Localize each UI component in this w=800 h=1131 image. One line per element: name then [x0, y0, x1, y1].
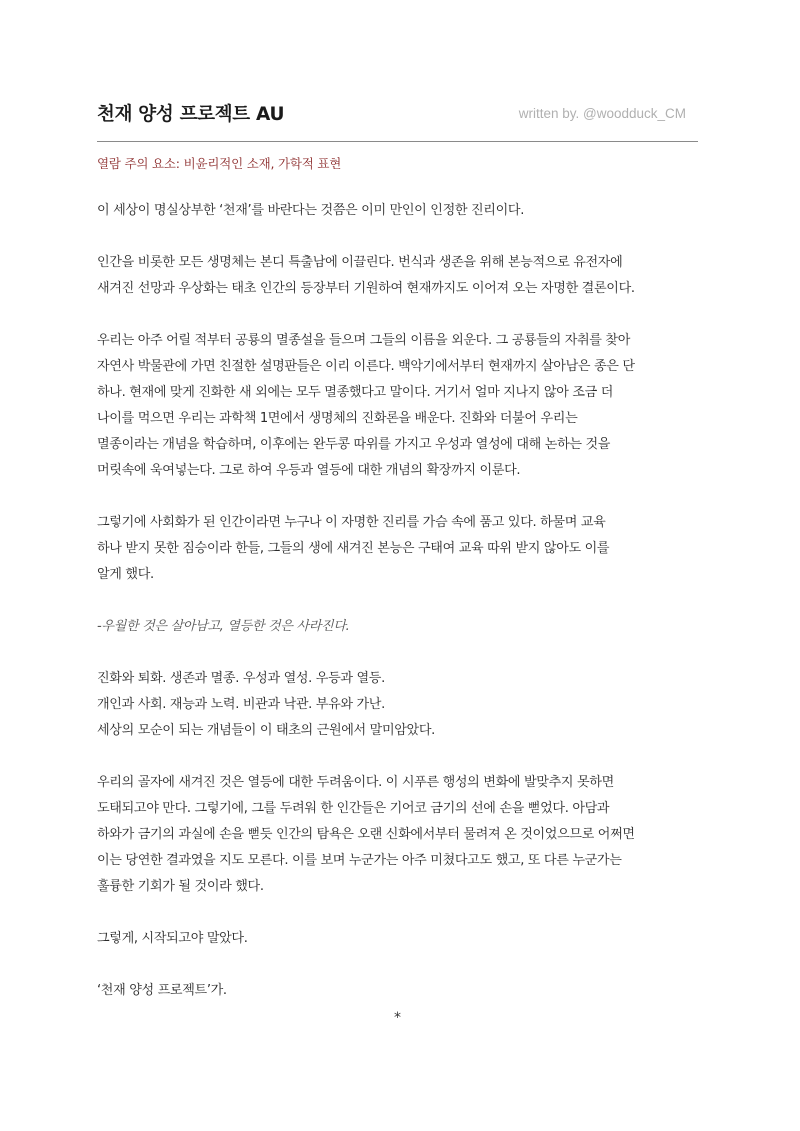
text-line: 훌륭한 기회가 될 것이라 했다.	[97, 879, 264, 894]
text-line: 멸종이라는 개념을 학습하며, 이후에는 완두콩 따위를 가지고 우성과 열성에 대해 논하는 것을	[97, 437, 611, 452]
paragraph	[97, 926, 712, 952]
paragraph	[97, 510, 712, 588]
paragraph	[97, 198, 712, 224]
text-line: 자연사 박물관에 가면 친절한 설명판들은 이리 이른다. 백악기에서부터 현재까지 살아남은 종은 단	[97, 359, 635, 374]
quote-paragraph	[97, 614, 712, 640]
text-line: 하나 받지 못한 짐승이라 한들, 그들의 생에 새겨진 본능은 구태여 교육 따위 받지 않아도 이를	[97, 541, 610, 556]
quote-line: -우월한 것은 살아남고, 열등한 것은 사라진다.	[97, 619, 350, 634]
text-line: 이 세상이 명실상부한 ‘천재’를 바란다는 것쯤은 이미 만인이 인정한 진리이다.	[97, 203, 525, 218]
section-separator: *	[394, 1010, 401, 1026]
text-line: 인간을 비롯한 모든 생명체는 본디 특출남에 이끌린다. 번식과 생존을 위해 본능적으로 유전자에	[97, 255, 623, 270]
text-line: 머릿속에 욱여넣는다. 그로 하여 우등과 열등에 대한 개념의 확장까지 이룬다.	[97, 463, 521, 478]
text-line: 나이를 먹으면 우리는 과학책 1면에서 생명체의 진화론을 배운다. 진화와 더불어 우리는	[97, 411, 578, 426]
text-line: 우리의 골자에 새겨진 것은 열등에 대한 두려움이다. 이 시푸른 행성의 변화에 발맞추지 못하면	[97, 775, 614, 790]
author-credit: written by. @woodduck_CM	[518, 106, 686, 121]
paragraph	[97, 978, 712, 1004]
text-line: 개인과 사회. 재능과 노력. 비관과 낙관. 부유와 가난.	[97, 697, 385, 712]
content-warning: 열람 주의 요소: 비윤리적인 소재, 가학적 표현	[97, 156, 342, 171]
text-line: 그렇게, 시작되고야 말았다.	[97, 931, 248, 946]
text-line: 진화와 퇴화. 생존과 멸종. 우성과 열성. 우등과 열등.	[97, 671, 385, 686]
text-line: 세상의 모순이 되는 개념들이 이 태초의 근원에서 말미암았다.	[97, 723, 435, 738]
story-body	[97, 198, 712, 1030]
document-header	[97, 96, 698, 132]
paragraph	[97, 666, 712, 744]
text-line: 우리는 아주 어릴 적부터 공룡의 멸종설을 들으며 그들의 이름을 외운다. 그 공룡들의 자취를 찾아	[97, 333, 631, 348]
text-line: 하나. 현재에 맞게 진화한 새 외에는 모두 멸종했다고 말이다. 거기서 얼마 지나지 않아 조금 더	[97, 385, 614, 400]
text-line: 그렇기에 사회화가 된 인간이라면 누구나 이 자명한 진리를 가슴 속에 품고 있다. 하물며 교육	[97, 515, 606, 530]
header-divider	[97, 141, 698, 142]
document-title: 천재 양성 프로젝트 AU	[97, 104, 285, 125]
paragraph	[97, 250, 712, 302]
paragraph	[97, 328, 712, 484]
text-line: 도태되고야 만다. 그렇기에, 그를 두려워 한 인간들은 기어코 금기의 선에 손을 뻗었다. 아담과	[97, 801, 610, 816]
text-line: 하와가 금기의 과실에 손을 뻗듯 인간의 탐욕은 오랜 신화에서부터 물려져 온 것이었으므로 어쩌면	[97, 827, 635, 842]
text-line: 이는 당연한 결과였을 지도 모른다. 이를 보며 누군가는 아주 미쳤다고도 했고, 또 다른 누군가는	[97, 853, 622, 868]
text-line: 알게 했다.	[97, 567, 154, 582]
paragraph	[97, 770, 712, 900]
text-line: ‘천재 양성 프로젝트’가.	[97, 983, 227, 998]
text-line: 새겨진 선망과 우상화는 태초 인간의 등장부터 기원하여 현재까지도 이어져 오는 자명한 결론이다.	[97, 281, 635, 296]
